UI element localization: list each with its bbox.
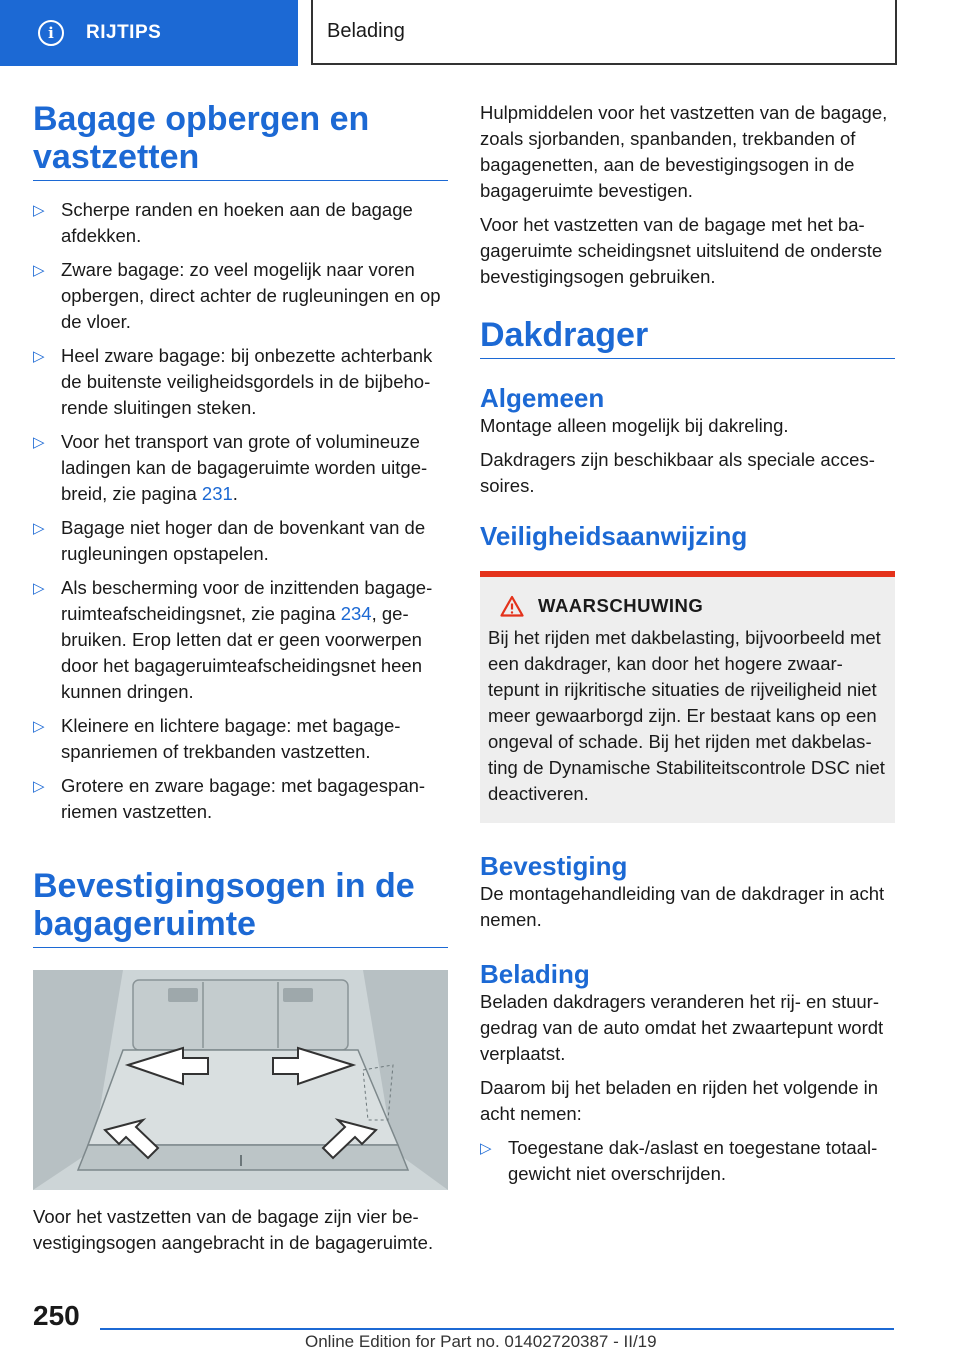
- warning-title: WAARSCHUWING: [538, 595, 704, 616]
- trunk-drawing: [33, 970, 448, 1190]
- triangle-bullet-icon: ▷: [33, 580, 45, 597]
- right-column: [480, 100, 895, 1195]
- paragraph: Dakdragers zijn beschikbaar als speciale accessoires.: [480, 449, 875, 496]
- belading-bullet-list: [480, 1135, 895, 1187]
- chapter-tab[interactable]: [311, 0, 897, 65]
- heading-belading: Belading: [480, 959, 590, 989]
- heading-bevestiging: Bevestiging: [480, 851, 628, 881]
- list-item: ▷ Bagage niet hoger dan de bovenkant van de rugleuningen opstapelen.: [33, 517, 426, 564]
- list-item: ▷ Heel zware bagage: bij onbezette achterbank de buitenste veiligheidsgordels in de bijbehorende sluitingen steken.: [33, 345, 433, 418]
- section-tab[interactable]: [0, 0, 298, 66]
- list-item: ▷ Scherpe randen en hoeken aan de bagage afdekken.: [33, 199, 413, 246]
- section-tab-label: RIJTIPS: [86, 22, 162, 43]
- list-item: ▷ Kleinere en lichtere bagage: met bagagespanriemen of trekbanden vastzetten.: [33, 715, 401, 762]
- paragraph: Montage alleen mogelijk bij dakreling.: [480, 415, 789, 436]
- page-link-231[interactable]: 231: [201, 483, 233, 504]
- list-item: ▷ Zware bagage: zo veel mogelijk naar voren opbergen, direct achter de rugleuningen en op de vloer.: [33, 259, 441, 332]
- paragraph: Voor het vastzetten van de bagage met het bagageruimte scheidingsnet uitsluitend de onderste bevestigingsogen gebruiken.: [480, 214, 883, 287]
- page-header: [0, 0, 960, 66]
- warning-header: [500, 595, 887, 617]
- list-item: ▷ Voor het transport van grote of volumineuze ladingen kan de bagageruimte worden uitgebreid, zie pagina 231.: [33, 431, 428, 504]
- list-item: ▷ Toegestane dak-/aslast en toegestane totaalgewicht niet overschrijden.: [480, 1137, 878, 1184]
- paragraph: Beladen dakdragers veranderen het rij- en stuurgedrag van de auto omdat het zwaartepunt wordt verplaatst.: [480, 991, 884, 1064]
- trunk-illustration: [33, 970, 448, 1190]
- triangle-bullet-icon: ▷: [33, 520, 45, 537]
- triangle-bullet-icon: ▷: [33, 778, 45, 795]
- list-item: ▷ Grotere en zware bagage: met bagagespanriemen vastzetten.: [33, 775, 426, 822]
- triangle-bullet-icon: ▷: [33, 718, 45, 735]
- heading-veiligheidsaanwijzing: Veiligheidsaanwijzing: [480, 521, 748, 551]
- triangle-bullet-icon: ▷: [33, 348, 45, 365]
- figure-caption: Voor het vastzetten van de bagage zijn vier bevestigingsogen aangebracht in de bagageruimte.: [33, 1206, 434, 1253]
- section-title-dakdrager: Dakdrager: [480, 316, 895, 359]
- bagage-bullet-list: [33, 197, 448, 825]
- triangle-bullet-icon: ▷: [33, 434, 45, 451]
- heading-algemeen: Algemeen: [480, 383, 605, 413]
- paragraph: Daarom bij het beladen en rijden het volgende in acht nemen:: [480, 1077, 879, 1124]
- list-item: ▷ Als bescherming voor de inzittenden bagageruimteafscheidingsnet, zie pagina 234, gebruiken. Erop letten dat er geen voorwerpen door het bagageruimteafscheidingsnet heen kunnen dringen.: [33, 577, 433, 702]
- info-icon: i: [38, 20, 64, 46]
- left-column: [33, 100, 448, 1264]
- section-title-bevestigingsogen: Bevestigingsogen in de bagageruimte: [33, 867, 448, 948]
- triangle-bullet-icon: ▷: [33, 202, 45, 219]
- section-title-bagage: Bagage opbergen en vastzetten: [33, 100, 448, 181]
- warning-text: Bij het rijden met dakbelasting, bijvoorbeeld met een dakdrager, kan door het hogere zwaartepunt in rijkritische situaties de rijveiligheid niet meer gewaarborgd zijn. Er bestaat kans op een ongeval of schade. Bij het rijden met dakbelasting de Dynamische Stabiliteitscontrole DSC niet deactiveren.: [488, 627, 885, 804]
- paragraph: Hulpmiddelen voor het vastzetten van de bagage, zoals sjorbanden, spanbanden, trekbanden of bagagenetten, aan de bevestigingsogen in de bagageruimte bevestigen.: [480, 102, 888, 201]
- paragraph: De montagehandleiding van de dakdrager in acht nemen.: [480, 883, 885, 930]
- chapter-tab-label: Belading: [327, 20, 405, 42]
- footer-edition: Online Edition for Part no. 01402720387 - II/19: [305, 1332, 657, 1351]
- footer-divider: [100, 1328, 894, 1330]
- triangle-bullet-icon: ▷: [480, 1140, 492, 1157]
- warning-box: [480, 571, 895, 823]
- page-number: 250: [33, 1300, 80, 1331]
- warning-triangle-icon: [500, 595, 524, 617]
- page-link-234[interactable]: 234: [340, 603, 372, 624]
- triangle-bullet-icon: ▷: [33, 262, 45, 279]
